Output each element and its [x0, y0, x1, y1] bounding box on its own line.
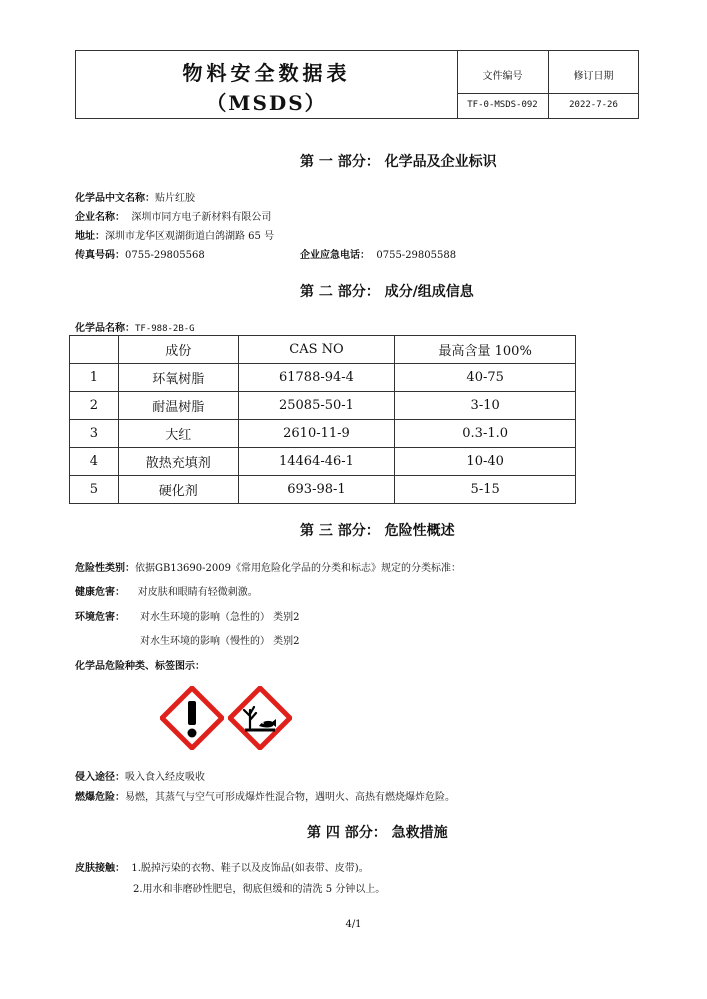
table-cell: 61788-94-4 [238, 364, 395, 392]
table-cell: 1 [70, 364, 119, 392]
chem-code-value: TF-988-2B-G [135, 324, 195, 334]
chem-name-label: 化学品中文名称： [75, 193, 155, 204]
table-cell: 大红 [118, 420, 238, 448]
fire-label: 燃爆危险： [75, 792, 125, 803]
doc-no-label: 文件编号 [482, 71, 523, 82]
route-value: 吸入食入经皮吸收 [125, 772, 205, 783]
chem-code-row [75, 319, 195, 334]
title-cell [76, 51, 458, 118]
hazard-class-label: 危险性类别： [75, 563, 135, 574]
company-value: 深圳市同方电子新材料有限公司 [131, 212, 272, 223]
address-value: 深圳市龙华区观湖街道白鸽湖路 65 号 [105, 231, 275, 242]
table-cell: 0.3-1.0 [395, 420, 576, 448]
address-row [75, 227, 274, 242]
rev-date-value: 2022-7-26 [569, 100, 618, 110]
table-row [70, 448, 576, 476]
rev-date-label: 修订日期 [573, 71, 614, 82]
page-number: 4/1 [345, 919, 362, 930]
table-cell: 4 [70, 448, 119, 476]
health-row [75, 583, 258, 598]
exclamation-mark-icon [160, 686, 224, 750]
table-cell: 环氧树脂 [118, 364, 238, 392]
table-cell: 14464-46-1 [238, 448, 395, 476]
table-row [70, 476, 576, 504]
table-header-cell: CAS NO [238, 336, 395, 364]
hazard-class-value: 依据GB13690-2009《常用危险化学品的分类和标志》规定的分类标准： [135, 563, 461, 574]
health-label: 健康危害： [75, 587, 125, 598]
chem-name-row [75, 189, 195, 204]
table-header-cell [70, 336, 119, 364]
section2-title: 第 二 部分： 成分/组成信息 [300, 284, 474, 300]
table-row [70, 420, 576, 448]
section3-title: 第 三 部分： 危险性概述 [300, 523, 455, 539]
skin-line-1: 1.脱掉污染的衣物、鞋子以及皮饰品(如表带、皮带)。 [131, 863, 369, 874]
fire-row [75, 788, 455, 803]
table-cell: 2 [70, 392, 119, 420]
env-row [75, 608, 125, 623]
table-cell: 2610-11-9 [238, 420, 395, 448]
chem-code-label: 化学品名称： [75, 323, 135, 334]
emergency-row [300, 246, 456, 261]
table-cell: 3-10 [395, 392, 576, 420]
table-cell: 693-98-1 [238, 476, 395, 504]
company-label: 企业名称： [75, 212, 125, 223]
fax-row [75, 246, 205, 261]
emergency-value: 0755-29805588 [376, 250, 457, 261]
table-cell: 10-40 [395, 448, 576, 476]
table-cell: 散热充填剂 [118, 448, 238, 476]
skin-row [75, 859, 369, 874]
hazard-class-row [75, 559, 461, 574]
fax-label: 传真号码： [75, 250, 125, 261]
address-label: 地址： [75, 231, 105, 242]
skin-line-2: 2.用水和非磨砂性肥皂，彻底但缓和的清洗 5 分钟以上。 [133, 884, 386, 895]
table-header-cell: 成份 [118, 336, 238, 364]
table-row [70, 392, 576, 420]
composition-table [69, 335, 576, 504]
env-line-2: 对水生环境的影响（慢性的） 类别2 [140, 636, 300, 647]
table-cell: 40-75 [395, 364, 576, 392]
table-row [70, 364, 576, 392]
health-value: 对皮肤和眼睛有轻微刺激。 [137, 587, 258, 598]
table-cell: 25085-50-1 [238, 392, 395, 420]
table-cell: 3 [70, 420, 119, 448]
page-title: 物料安全数据表 [182, 61, 351, 85]
doc-no-value: TF-0-MSDS-092 [467, 100, 538, 110]
section4-title: 第 四 部分： 急救措施 [307, 825, 448, 841]
env-line-1: 对水生环境的影响（急性的） 类别2 [140, 612, 300, 623]
table-cell: 耐温树脂 [118, 392, 238, 420]
section1-title: 第 一 部分： 化学品及企业标识 [300, 154, 497, 170]
table-cell: 5 [70, 476, 119, 504]
env-label: 环境危害： [75, 612, 125, 623]
table-cell: 5-15 [395, 476, 576, 504]
route-label: 侵入途径： [75, 772, 125, 783]
company-row [75, 208, 271, 223]
environment-hazard-icon [228, 686, 292, 750]
route-row [75, 768, 205, 783]
table-header-row [70, 336, 576, 364]
chem-name-value: 贴片红胶 [155, 193, 195, 204]
fax-value: 0755-29805568 [125, 250, 205, 261]
header-table [75, 50, 639, 119]
table-cell: 硬化剂 [118, 476, 238, 504]
page-subtitle: （MSDS） [206, 91, 327, 115]
emergency-label: 企业应急电话： [300, 250, 370, 261]
fire-value: 易燃，其蒸气与空气可形成爆炸性混合物，遇明火、高热有燃烧爆炸危险。 [125, 792, 455, 803]
skin-label: 皮肤接触： [75, 863, 125, 874]
pictogram-label: 化学品危险种类、标签图示： [75, 661, 205, 672]
table-header-cell: 最高含量 100% [395, 336, 576, 364]
